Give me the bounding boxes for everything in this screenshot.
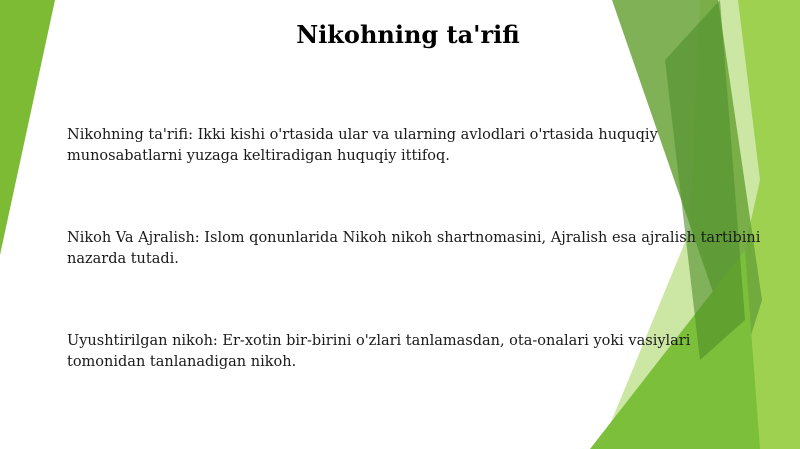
paragraph-uyushtirilgan-nikoh: Uyushtirilgan nikoh: Er-xotin bir-birini o'zlari tanlamasdan, ota-onalari yoki vasiylari tomonidan tanlanadigan nikoh. bbox=[67, 333, 691, 370]
paragraph-nikoh-tarifi: Nikohning ta'rifi: Ikki kishi o'rtasida ular va ularning avlodlari o'rtasida huquqiy munosabatlarni yuzaga keltiradigan huquqiy ittifoq. bbox=[67, 127, 658, 164]
paragraph-nikoh-ajralish: Nikoh Va Ajralish: Islom qonunlarida Nikoh nikoh shartnomasini, Ajralish esa ajralish tartibini nazarda tutadi. bbox=[67, 230, 761, 267]
slide-title: Nikohning ta'rifi bbox=[296, 20, 520, 49]
